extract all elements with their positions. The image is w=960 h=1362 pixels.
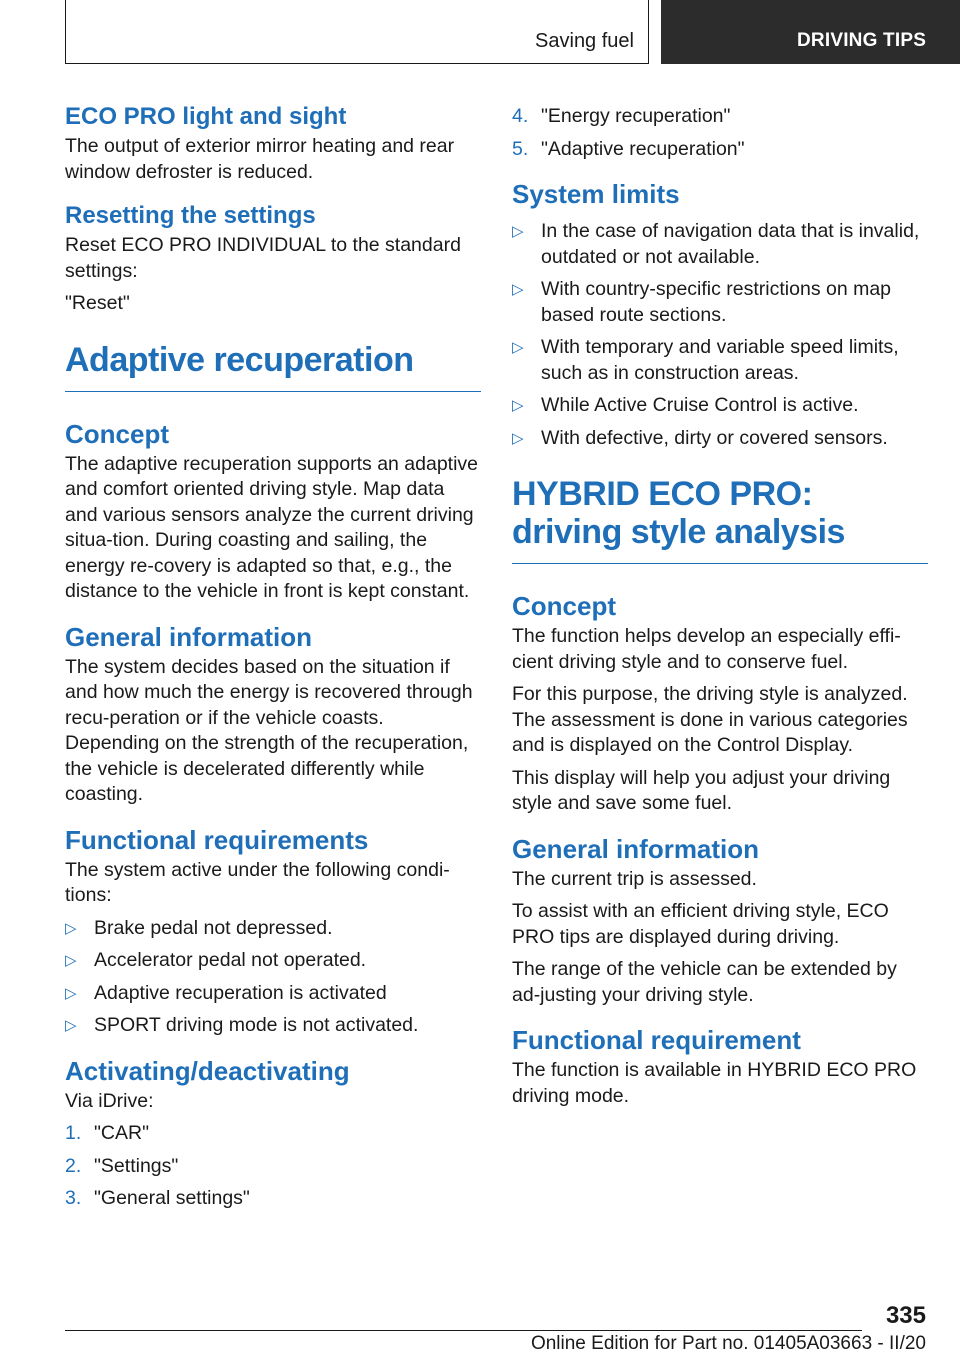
activating-text: Via iDrive:: [65, 1089, 154, 1112]
header-section-box: [65, 0, 649, 64]
header-chapter-title: DRIVING TIPS: [797, 30, 927, 51]
general-info-text-1: The current trip is assessed.: [512, 867, 757, 890]
list-item: ▷ Accelerator pedal not operated.: [65, 948, 481, 974]
resetting-text: Reset ECO PRO INDIVIDUAL to the standard settings:: [65, 234, 461, 282]
adaptive-recuperation-title: Adaptive recuperation: [65, 341, 481, 392]
eco-pro-text: The output of exterior mirror heating and rear window defroster is reduced.: [65, 135, 455, 183]
general-info-text: The system decides based on the situation if and how much the energy is recovered through recu-peration or if the vehicle coasts. Depending on the strength of the recuperation, the vehicle is decelerated differently while coasting.: [65, 655, 473, 805]
step-item: 2. "Settings": [65, 1154, 179, 1177]
concept-heading: Concept: [512, 591, 616, 621]
general-info-heading: General information: [65, 621, 313, 652]
triangle-bullet-icon: ▷: [512, 339, 524, 356]
list-item: ▷ Adaptive recuperation is activated: [65, 981, 481, 1007]
list-item: ▷ With temporary and variable speed limits, such as in construction areas.: [512, 336, 899, 384]
resetting-heading: Resetting the settings: [65, 202, 316, 229]
system-limits-heading: System limits: [512, 179, 680, 209]
step-item: 3. "General settings": [65, 1187, 250, 1209]
triangle-bullet-icon: ▷: [512, 397, 524, 414]
concept-heading: Concept: [65, 418, 169, 449]
functional-requirements-text: The system active under the following condi-tions:: [65, 858, 450, 906]
hybrid-eco-pro-title: HYBRID ECO PRO: driving style analysis: [512, 475, 928, 564]
concept-text: The adaptive recuperation supports an adaptive and comfort oriented driving style. Map data and various sensors analyze the current driving situa-tion. During coasting and sailing, the energy re-covery is adapted so that, e.g., the distance to the vehicle in front is kept constant.: [65, 452, 479, 602]
list-item: ▷ With country-specific restrictions on map based route sections.: [512, 278, 892, 326]
functional-requirement-text: The function is available in HYBRID ECO PRO driving mode.: [512, 1059, 917, 1107]
concept-text-1: The function helps develop an especially effi-cient driving style and to conserve fuel.: [512, 625, 901, 673]
step-item: 5. "Adaptive recuperation": [512, 137, 745, 160]
triangle-bullet-icon: ▷: [512, 281, 524, 298]
right-column: [512, 100, 928, 1109]
general-info-heading: General information: [512, 833, 760, 864]
triangle-bullet-icon: ▷: [512, 223, 524, 240]
activating-heading: Activating/deactivating: [65, 1055, 350, 1086]
triangle-bullet-icon: ▷: [65, 919, 77, 937]
concept-text-2: For this purpose, the driving style is analyzed. The assessment is done in various categories and is displayed on the Control Display.: [512, 683, 908, 756]
page-number: 335: [885, 1302, 926, 1329]
triangle-bullet-icon: ▷: [65, 1017, 77, 1034]
resetting-value: "Reset": [65, 292, 130, 314]
left-column: [65, 100, 481, 1212]
eco-pro-heading: ECO PRO light and sight: [65, 103, 347, 130]
general-info-text-3: The range of the vehicle can be extended by ad-justing your driving style.: [512, 958, 897, 1006]
list-item: ▷ Brake pedal not depressed.: [65, 916, 481, 942]
list-item: ▷ In the case of navigation data that is invalid, outdated or not available.: [512, 220, 920, 268]
functional-requirement-heading: Functional requirement: [512, 1025, 801, 1055]
list-item: ▷ While Active Cruise Control is active.: [512, 393, 928, 419]
step-item: 4. "Energy recuperation": [512, 105, 731, 127]
step-item: 1. "CAR": [65, 1122, 150, 1144]
list-item: ▷ With defective, dirty or covered sensors.: [512, 426, 928, 452]
footer-edition: Online Edition for Part no. 01405A03663 - II/20: [530, 1333, 926, 1354]
header-section-title: Saving fuel: [535, 30, 634, 52]
triangle-bullet-icon: ▷: [65, 952, 77, 969]
list-item: ▷ SPORT driving mode is not activated.: [65, 1013, 481, 1039]
header-chapter-tab: [661, 0, 960, 64]
triangle-bullet-icon: ▷: [512, 429, 524, 447]
concept-text-3: This display will help you adjust your driving style and save some fuel.: [512, 766, 891, 814]
general-info-text-2: To assist with an efficient driving style, ECO PRO tips are displayed during driving.: [512, 900, 889, 948]
footer-divider: [65, 1330, 862, 1331]
triangle-bullet-icon: ▷: [65, 984, 77, 1002]
functional-requirements-heading: Functional requirements: [65, 824, 369, 855]
